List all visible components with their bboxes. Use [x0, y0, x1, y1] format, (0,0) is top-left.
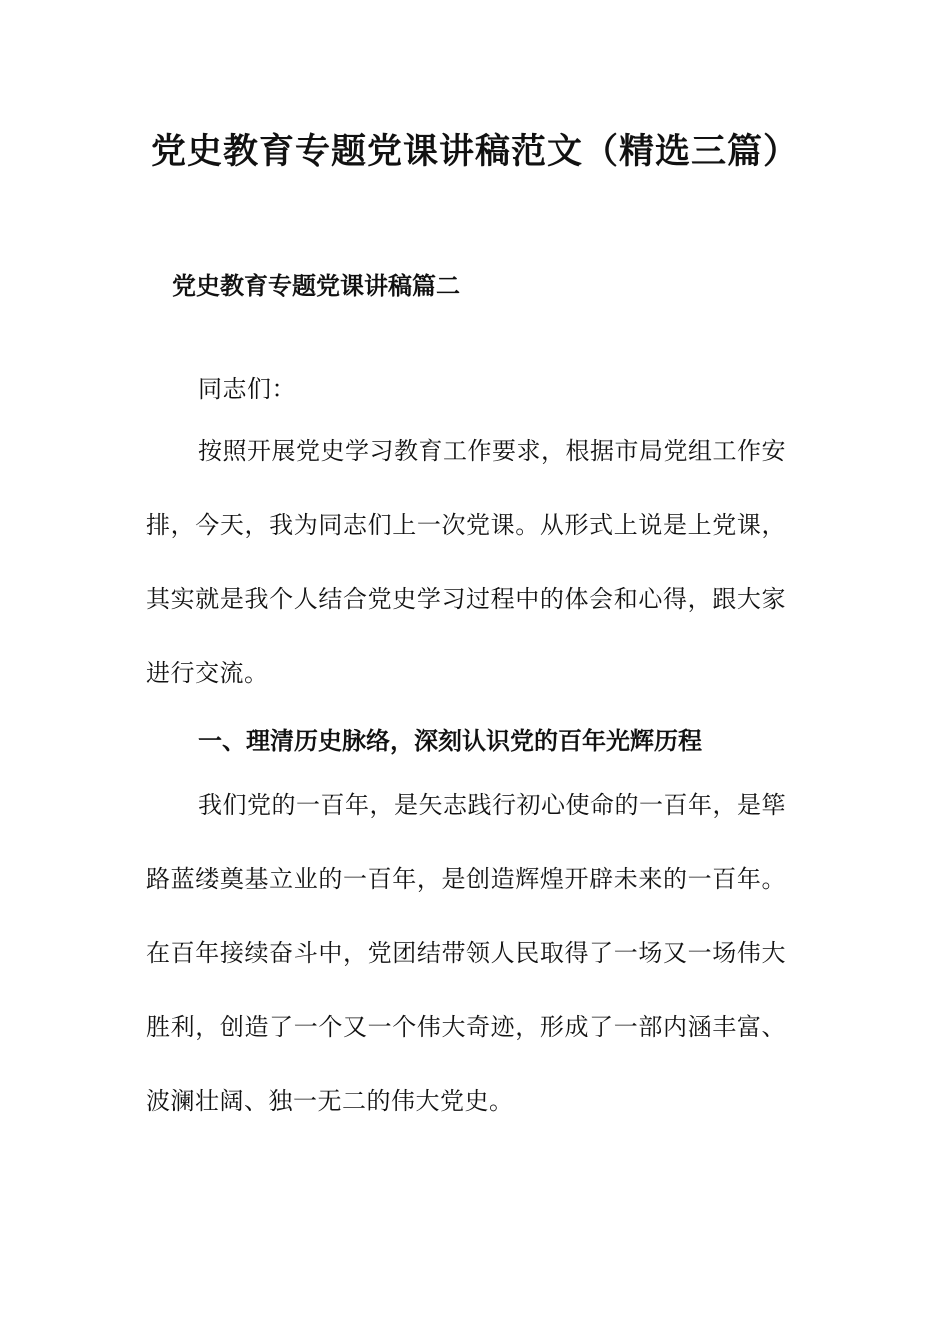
sub-heading-1: 一、理清历史脉络，深刻认识党的百年光辉历程 — [198, 727, 702, 755]
paragraph-intro: 按照开展党史学习教育工作要求，根据市局党组工作安排，今天，我为同志们上一次党课。从形式上说是上党课，其实就是我个人结合党史学习过程中的体会和心得，跟大家进行交流。 — [146, 437, 786, 687]
document-title: 党史教育专题党课讲稿范文（精选三篇） — [150, 132, 799, 172]
section-heading: 党史教育专题党课讲稿篇二 — [172, 272, 460, 300]
paragraph-history: 我们党的一百年，是矢志践行初心使命的一百年，是筚路蓝缕奠基立业的一百年，是创造辉煌开辟未来的一百年。在百年接续奋斗中，党团结带领人民取得了一场又一场伟大胜利，创造了一个又一个伟大奇迹，形成了一部内涵丰富、波澜壮阔、独一无二的伟大党史。 — [146, 791, 786, 1115]
salutation: 同志们： — [198, 375, 296, 403]
